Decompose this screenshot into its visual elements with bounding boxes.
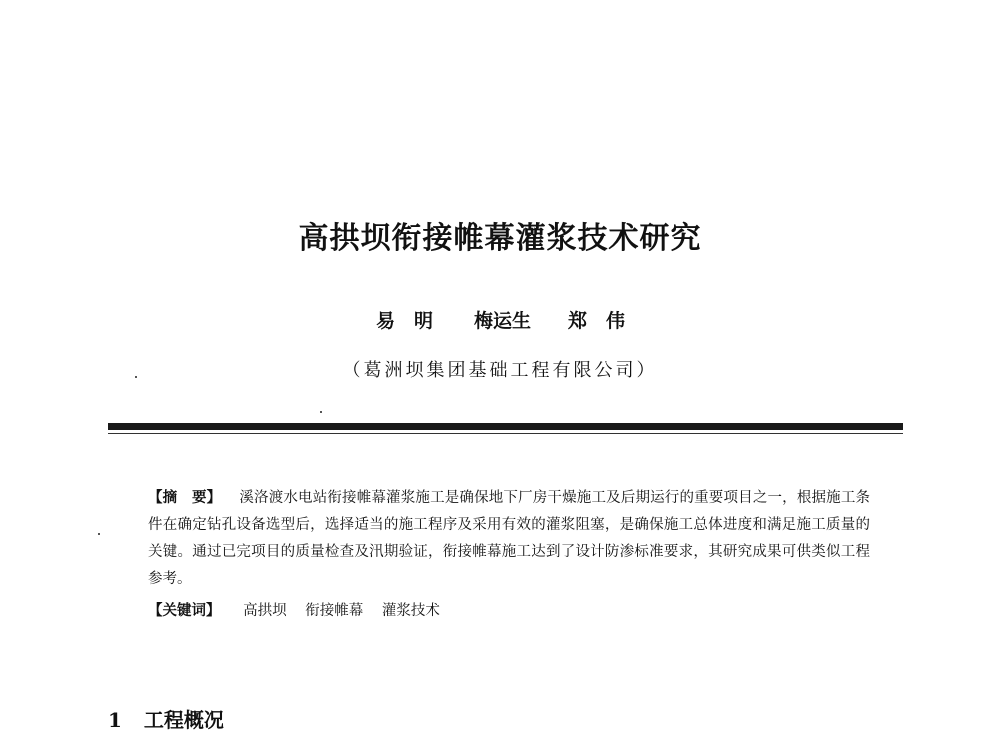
scan-speck bbox=[320, 411, 322, 413]
section-number: 1 bbox=[108, 708, 122, 732]
keyword: 衔接帷幕 bbox=[305, 603, 364, 619]
keywords bbox=[148, 597, 870, 625]
paper-title: 高拱坝衔接帷幕灌浆技术研究 bbox=[298, 221, 702, 256]
section-heading bbox=[108, 704, 224, 733]
keyword: 灌浆技术 bbox=[381, 603, 440, 619]
scan-speck bbox=[135, 376, 137, 378]
keyword: 高拱坝 bbox=[243, 603, 287, 619]
scan-speck bbox=[98, 533, 100, 535]
author-affiliation: （葛洲坝集团基础工程有限公司） bbox=[342, 360, 658, 381]
author-list bbox=[0, 306, 1000, 332]
author-name: 梅运生 bbox=[474, 310, 532, 332]
abstract-text: 溪洛渡水电站衔接帷幕灌浆施工是确保地下厂房干燥施工及后期运行的重要项目之一，根据施工条件在确定钻孔设备选型后，选择适当的施工程序及采用有效的灌浆阻塞，是确保施工总体进度和满足施工质量的关键。通过已完项目的质量检查及汛期验证，衔接帷幕施工达到了设计防渗标准要求，其研究成果可供类似工程参考。 bbox=[148, 490, 871, 587]
author-name: 郑 伟 bbox=[568, 310, 626, 332]
keywords-label: 【关键词】 bbox=[148, 602, 221, 619]
abstract bbox=[148, 484, 870, 593]
abstract-label: 【摘 要】 bbox=[148, 489, 222, 506]
header-divider-thin bbox=[108, 433, 903, 434]
section-title: 工程概况 bbox=[143, 708, 224, 732]
header-divider-thick bbox=[108, 423, 903, 430]
author-name: 易 明 bbox=[376, 310, 434, 332]
